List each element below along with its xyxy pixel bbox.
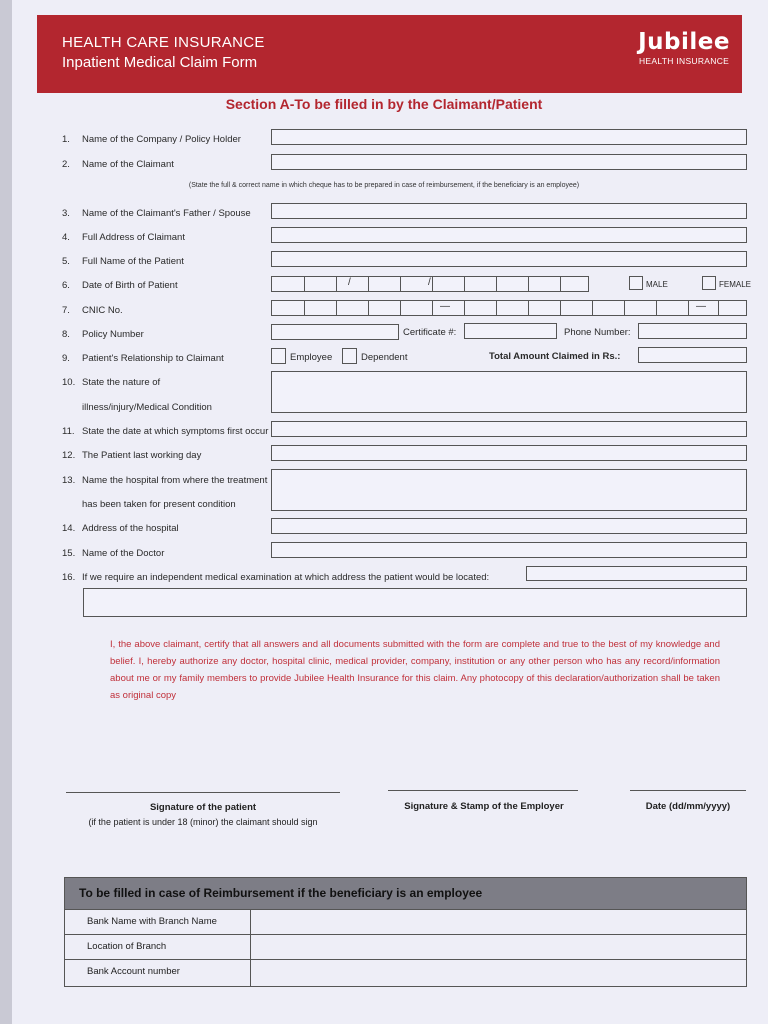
exam-address-input-extended[interactable] (83, 588, 747, 617)
reimbursement-table-title: To be filled in case of Reimbursement if the beneficiary is an employee (65, 878, 746, 909)
reimbursement-table (64, 877, 747, 987)
field-number: 6. (62, 280, 70, 291)
field-number: 9. (62, 353, 70, 364)
hospital-name-input[interactable] (271, 469, 747, 511)
field-number: 10. (62, 377, 76, 388)
field-row-7 (62, 305, 123, 316)
employer-signature-line[interactable] (388, 790, 578, 791)
field-row-11 (62, 426, 268, 437)
account-number-label: Bank Account number (87, 966, 180, 977)
logo-name: Jubilee (638, 29, 730, 55)
header-subtitle: Inpatient Medical Claim Form (62, 54, 258, 71)
field-row-4 (62, 232, 185, 243)
claimant-address-input[interactable] (271, 227, 747, 243)
female-label: FEMALE (719, 280, 752, 289)
field-row-12 (62, 450, 201, 461)
field-row-14 (62, 523, 179, 534)
bank-name-label: Bank Name with Branch Name (87, 916, 217, 927)
field-row-2 (62, 159, 174, 170)
field-label: State the date at which symptoms first occur (82, 426, 269, 437)
dependent-checkbox[interactable] (342, 348, 357, 364)
claimant-name-note: (State the full & correct name in which cheque has to be prepared in case of reimbursement, if the beneficiary is an employee) (188, 182, 580, 189)
table-divider (250, 909, 251, 986)
field-row-6 (62, 280, 178, 291)
field-row-3 (62, 208, 251, 219)
symptoms-date-input[interactable] (271, 421, 747, 437)
cnic-separator: — (440, 301, 450, 312)
field-number: 8. (62, 329, 70, 340)
field-number: 3. (62, 208, 70, 219)
field-label: Name of the Claimant (82, 159, 174, 170)
field-label: The Patient last working day (82, 450, 202, 461)
field-row-8 (62, 329, 144, 340)
field-row-10-line2: illness/injury/Medical Condition (82, 402, 212, 413)
field-number: 4. (62, 232, 70, 243)
table-row[interactable] (65, 934, 746, 959)
field-row-16 (62, 572, 489, 583)
field-label: Name of the Company / Policy Holder (82, 134, 241, 145)
dob-separator: / (428, 277, 431, 288)
date-label: Date (dd/mm/yyyy) (645, 801, 731, 812)
father-spouse-input[interactable] (271, 203, 747, 219)
field-number: 12. (62, 450, 76, 461)
header-title: HEALTH CARE INSURANCE (62, 34, 265, 51)
patient-signature-label: Signature of the patient (149, 802, 257, 813)
total-claimed-label: Total Amount Claimed in Rs.: (489, 351, 621, 362)
field-row-1 (62, 134, 241, 145)
field-label: Policy Number (82, 329, 144, 340)
field-row-15 (62, 548, 164, 559)
field-label: CNIC No. (82, 305, 123, 316)
field-row-10 (62, 377, 160, 388)
male-label: MALE (646, 280, 668, 289)
illness-nature-input[interactable] (271, 371, 747, 413)
patient-signature-line[interactable] (66, 792, 340, 793)
field-number: 13. (62, 475, 76, 486)
patient-name-input[interactable] (271, 251, 747, 267)
section-title: Section A-To be filled in by the Claimant/Patient (225, 96, 543, 112)
page-binding-edge (0, 0, 12, 1024)
cnic-input[interactable] (271, 300, 747, 316)
field-row-13 (62, 475, 267, 486)
field-label: Patient's Relationship to Claimant (82, 353, 224, 364)
last-working-day-input[interactable] (271, 445, 747, 461)
claimant-name-input[interactable] (271, 154, 747, 170)
employee-checkbox[interactable] (271, 348, 286, 364)
dob-input[interactable] (271, 276, 589, 292)
male-checkbox[interactable] (629, 276, 643, 290)
field-label: Name of the Claimant's Father / Spouse (82, 208, 251, 219)
field-number: 1. (62, 134, 70, 145)
dependent-label: Dependent (361, 352, 408, 363)
dob-separator: / (348, 277, 351, 288)
field-number: 5. (62, 256, 70, 267)
table-row[interactable] (65, 959, 746, 984)
cnic-separator: — (696, 301, 706, 312)
policy-number-input[interactable] (271, 324, 399, 340)
total-claimed-input[interactable] (638, 347, 747, 363)
field-label: Full Name of the Patient (82, 256, 184, 267)
branch-location-label: Location of Branch (87, 941, 167, 952)
field-label: Full Address of Claimant (82, 232, 185, 243)
employer-signature-label: Signature & Stamp of the Employer (404, 801, 564, 812)
field-label: Name of the Doctor (82, 548, 165, 559)
exam-address-input[interactable] (526, 566, 747, 581)
field-label: If we require an independent medical examination at which address the patient would be located: (82, 572, 490, 583)
certificate-input[interactable] (464, 323, 557, 339)
field-row-13-line2: has been taken for present condition (82, 499, 236, 510)
company-policy-holder-input[interactable] (271, 129, 747, 145)
field-label: Name the hospital from where the treatment (82, 475, 268, 486)
field-label: State the nature of (82, 377, 161, 388)
female-checkbox[interactable] (702, 276, 716, 290)
field-label: Date of Birth of Patient (82, 280, 178, 291)
field-row-9 (62, 353, 224, 364)
table-row[interactable] (65, 909, 746, 934)
phone-input[interactable] (638, 323, 747, 339)
declaration-text: I, the above claimant, certify that all answers and all documents submitted with the form are complete and true to the best of my knowledge and belief. I, hereby authorize any doctor, hospital clinic, medical provider, company, institution or any other person who has any record/information about me or my family members to provide Jubilee Health Insurance for this claim. Any photocopy of this declaration/authorization shall be taken as original copy (110, 639, 720, 701)
field-number: 11. (62, 426, 75, 437)
date-line[interactable] (630, 790, 746, 791)
doctor-name-input[interactable] (271, 542, 747, 558)
field-number: 14. (62, 523, 76, 534)
field-number: 2. (62, 159, 70, 170)
field-number: 15. (62, 548, 76, 559)
hospital-address-input[interactable] (271, 518, 747, 534)
field-number: 16. (62, 572, 76, 583)
field-row-5 (62, 256, 184, 267)
phone-label: Phone Number: (564, 327, 631, 338)
field-label: Address of the hospital (82, 523, 179, 534)
field-number: 7. (62, 305, 70, 316)
patient-signature-note: (if the patient is under 18 (minor) the claimant should sign (88, 817, 318, 827)
jubilee-logo (638, 29, 730, 66)
form-header (37, 15, 742, 93)
logo-subtitle: HEALTH INSURANCE (638, 56, 730, 66)
certificate-label: Certificate #: (403, 327, 457, 338)
employee-label: Employee (290, 352, 333, 363)
